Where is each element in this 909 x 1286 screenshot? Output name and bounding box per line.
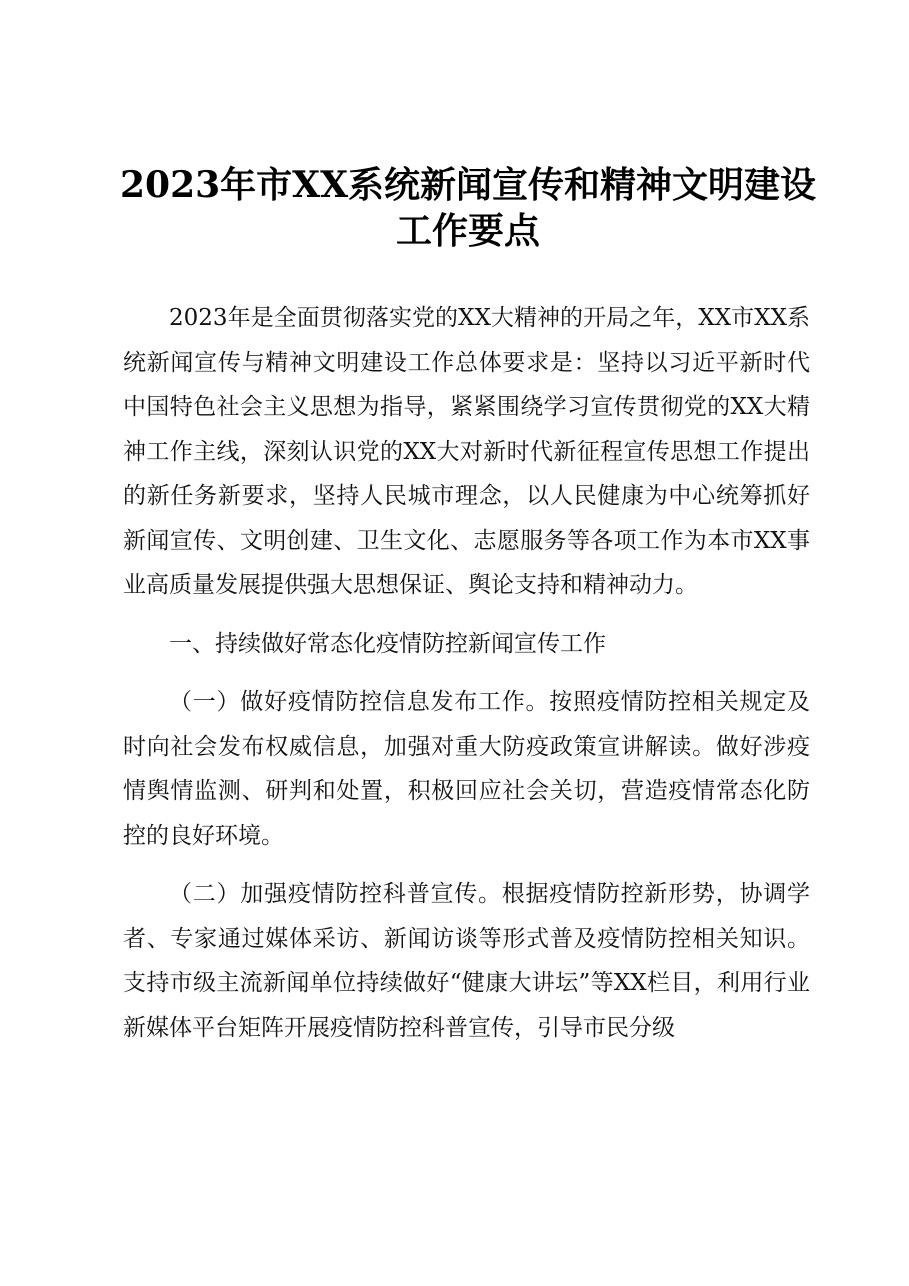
paragraph-item-1: （一）做好疫情防控信息发布工作。按照疫情防控相关规定及时向社会发布权威信息，加强对重大防疫政策宣讲解读。做好涉疫情舆情监测、研判和处置，积极回应社会关切，营造疫情常态化防控的良好环境。 bbox=[123, 689, 810, 849]
document-body bbox=[123, 296, 810, 1050]
section-heading-1: 一、持续做好常态化疫情防控新闻宣传工作 bbox=[169, 630, 606, 657]
paragraph-item-2: （二）加强疫情防控科普宣传。根据疫情防控新形势，协调学者、专家通过媒体采访、新闻访谈等形式普及疫情防控相关知识。支持市级主流新闻单位持续做好“健康大讲坛”等XX栏目，利用行业新媒体平台矩阵开展疫情防控科普宣传，引导市民分级 bbox=[123, 881, 810, 1041]
document-title: 2023年市XX系统新闻宣传和精神文明建设工作要点 bbox=[119, 164, 817, 252]
paragraph-intro: 2023年是全面贯彻落实党的XX大精神的开局之年，XX市XX系统新闻宣传与精神文明建设工作总体要求是：坚持以习近平新时代中国特色社会主义思想为指导，紧紧围绕学习宣传贯彻党的XX大精神工作主线，深刻认识党的XX大对新时代新征程宣传思想工作提出的新任务新要求，坚持人民城市理念，以人民健康为中心统筹抓好新闻宣传、文明创建、卫生文化、志愿服务等各项工作为本市XX事业高质量发展提供强大思想保证、舆论支持和精神动力。 bbox=[123, 305, 810, 598]
